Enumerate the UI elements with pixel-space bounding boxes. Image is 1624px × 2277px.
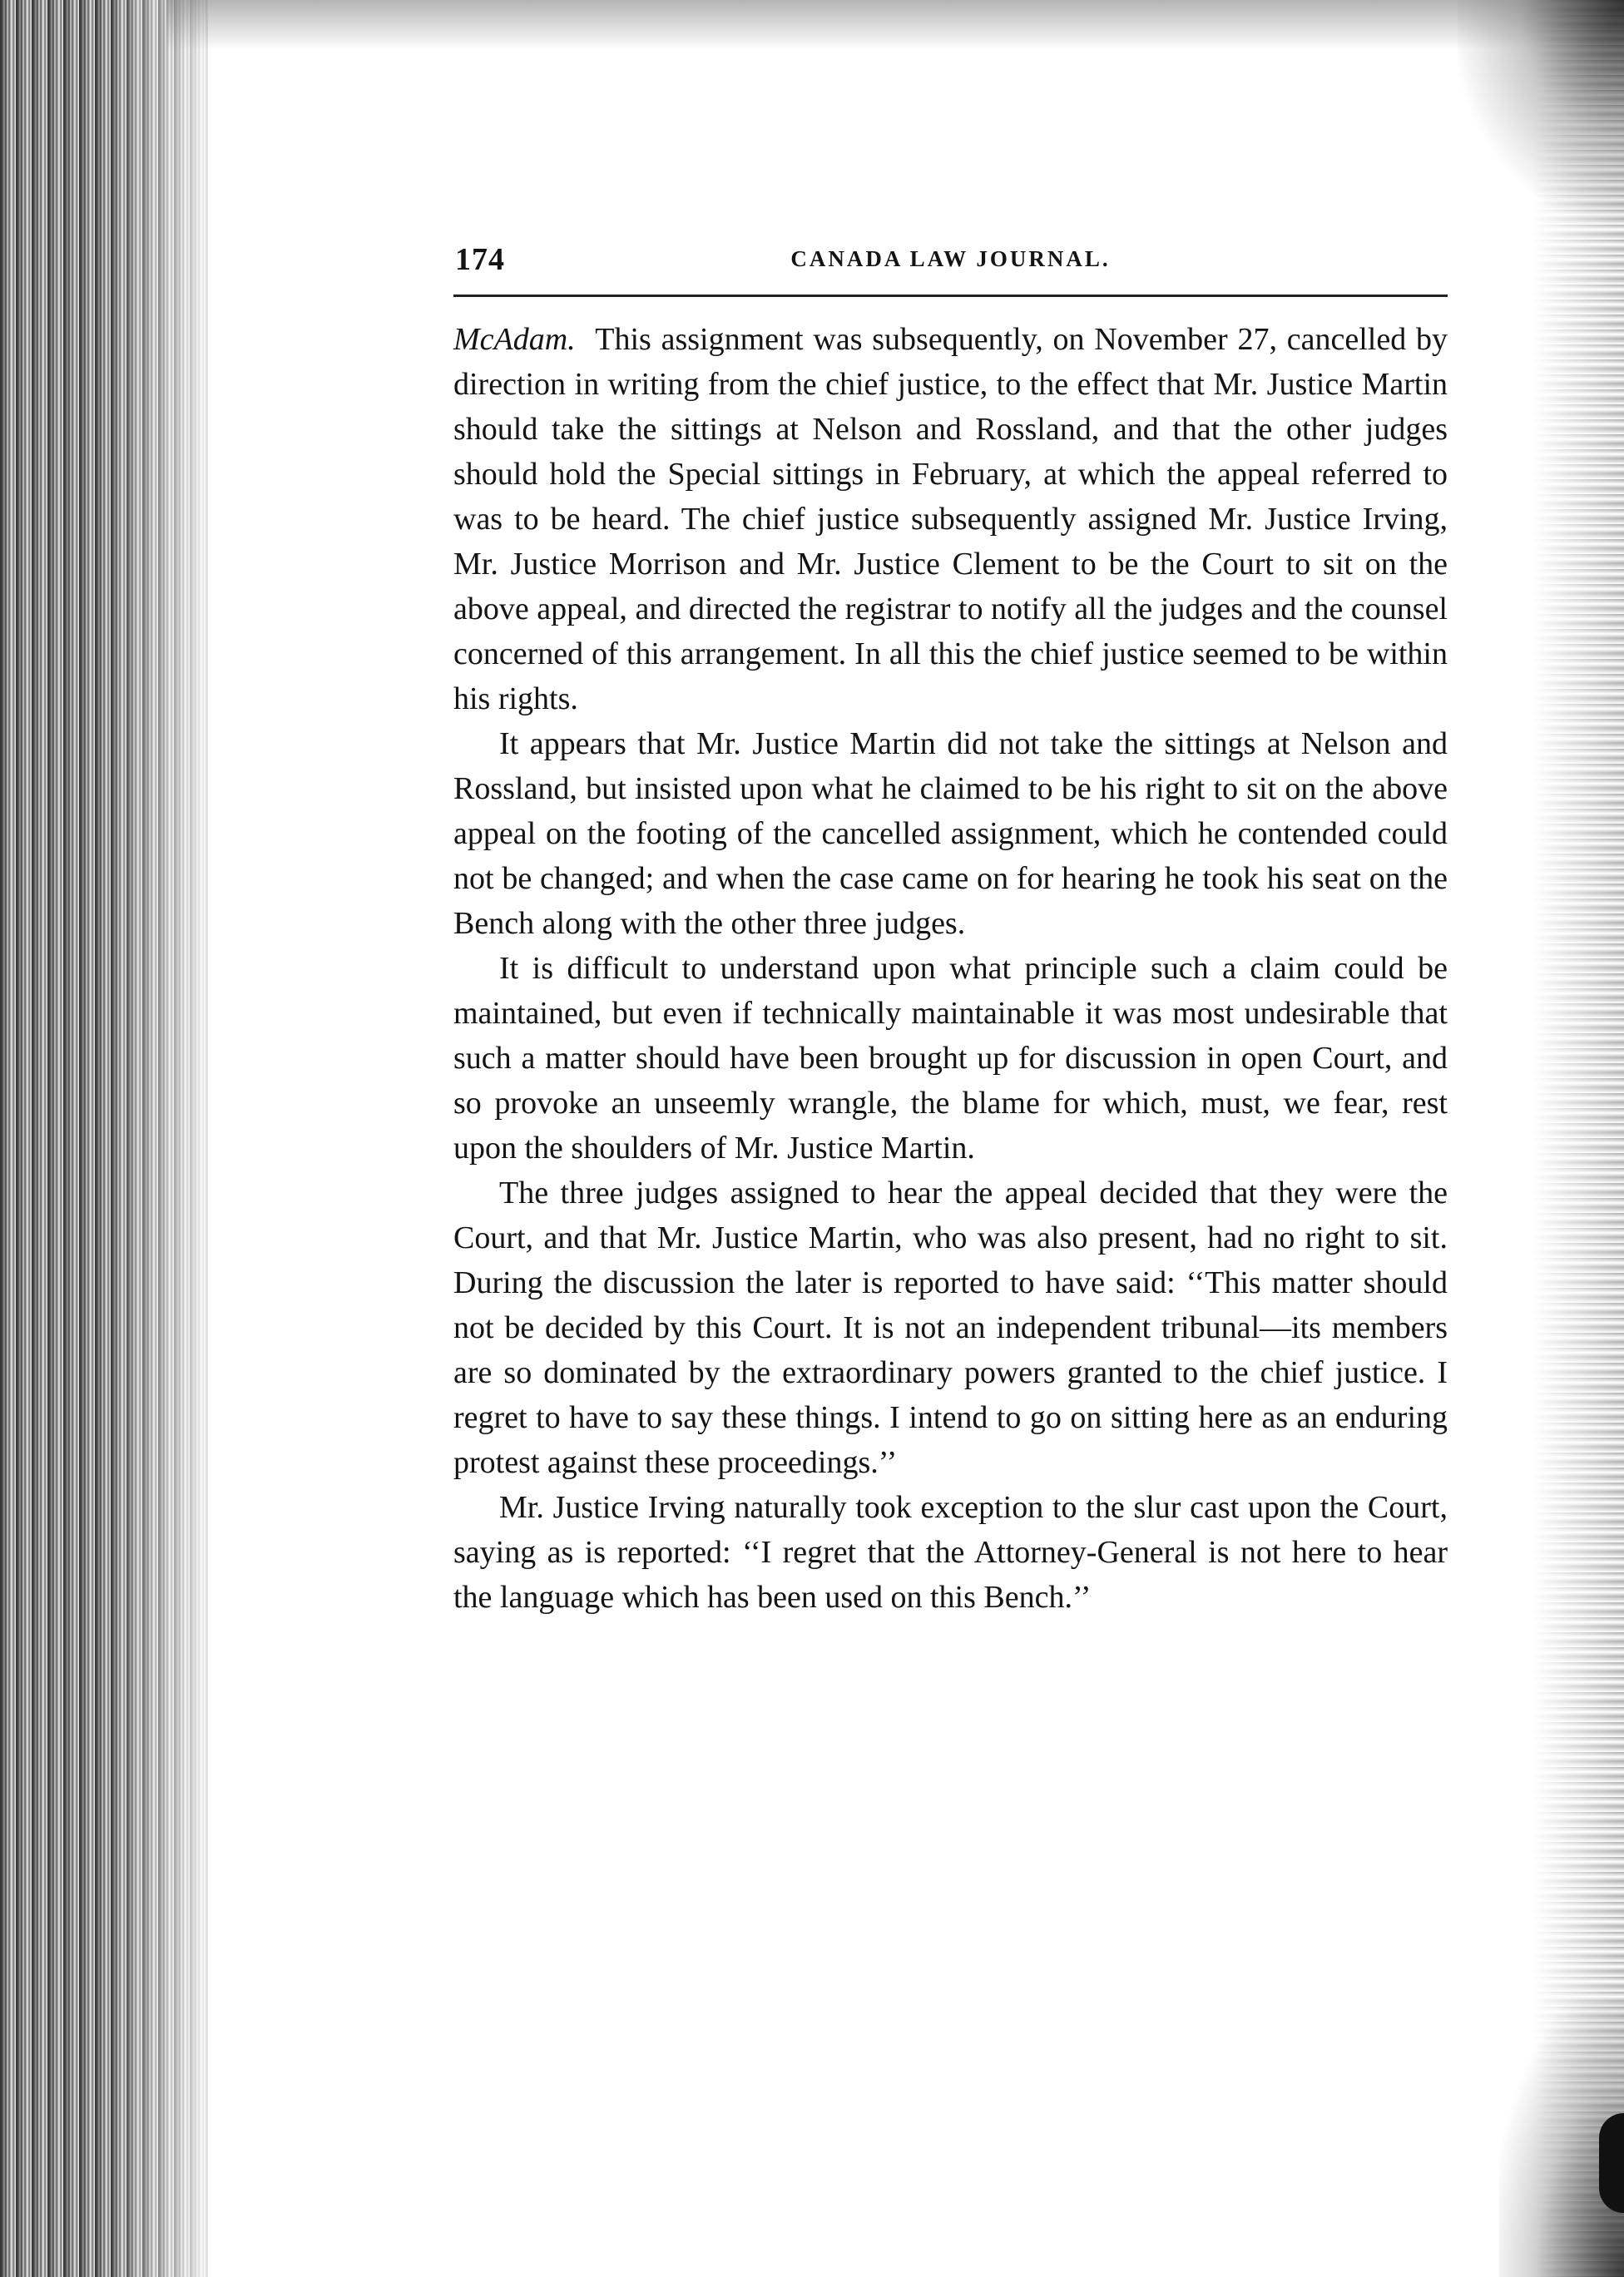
scan-shadow-left-fade: [108, 0, 225, 2277]
paragraph-1-text: This assignment was subsequently, on November 27, cancelled by direction in writing from the chief justice, to the effect that Mr. Justice Martin should take the sittings at Nelson and Rossland, and that the other judges should hold the Special sittings in February, at which the appeal referred to was to be heard. The chief justice subsequently assigned Mr. Justice Irving, Mr. Justice Morrison and Mr. Justice Clement to be the Court to sit on the above appeal, and directed the registrar to notify all the judges and the counsel concerned of this arrangement. In all this the chief justice seemed to be within his rights.: [453, 322, 1448, 716]
binder-clip-mark: [1599, 2113, 1624, 2213]
page-number: 174: [455, 242, 505, 277]
paragraph-5: Mr. Justice Irving naturally took exception to the slur cast upon the Court, saying as is reported: ‘‘I regret that the Attorney-General is not here to hear the language which has been used on this Bench.’’: [453, 1490, 1448, 1615]
running-head: CANADA LAW JOURNAL.: [790, 246, 1111, 271]
scan-shadow-right: [1532, 0, 1624, 2277]
scan-shadow-top-right: [1458, 0, 1624, 216]
paragraph-2: It appears that Mr. Justice Martin did not take the sittings at Nelson and Rossland, but insisted upon what he claimed to be his right to sit on the above appeal on the footing of the cancelled assignment, which he contended could not be changed; and when the case came on for hearing he took his seat on the Bench along with the other three judges.: [453, 726, 1448, 941]
scan-shadow-top: [166, 0, 1624, 50]
paragraph-4: The three judges assigned to hear the appeal decided that they were the Court, and that Mr. Justice Martin, who was also present, had no right to sit. During the discussion the later is reported to have said: ‘‘This matter should not be decided by this Court. It is not an independent tribunal—its members are so dominated by the extraordinary powers granted to the chief justice. I regret to have to say these things. I intend to go on sitting here as an enduring protest against these proceedings.’’: [453, 1176, 1448, 1480]
page-header: [453, 241, 1448, 278]
article-body: [453, 317, 1448, 1620]
journal-page: [453, 241, 1448, 1620]
header-rule: [453, 295, 1448, 297]
paragraph-1: [453, 317, 1448, 721]
paragraph-1-lead: McAdam.: [453, 322, 576, 357]
paragraph-3: It is difficult to understand upon what principle such a claim could be maintained, but even if technically maintainable it was most undesirable that such a matter should have been brought up for discussion in open Court, and so provoke an unseemly wrangle, the blame for which, must, we fear, rest upon the shoulders of Mr. Justice Martin.: [453, 951, 1448, 1166]
